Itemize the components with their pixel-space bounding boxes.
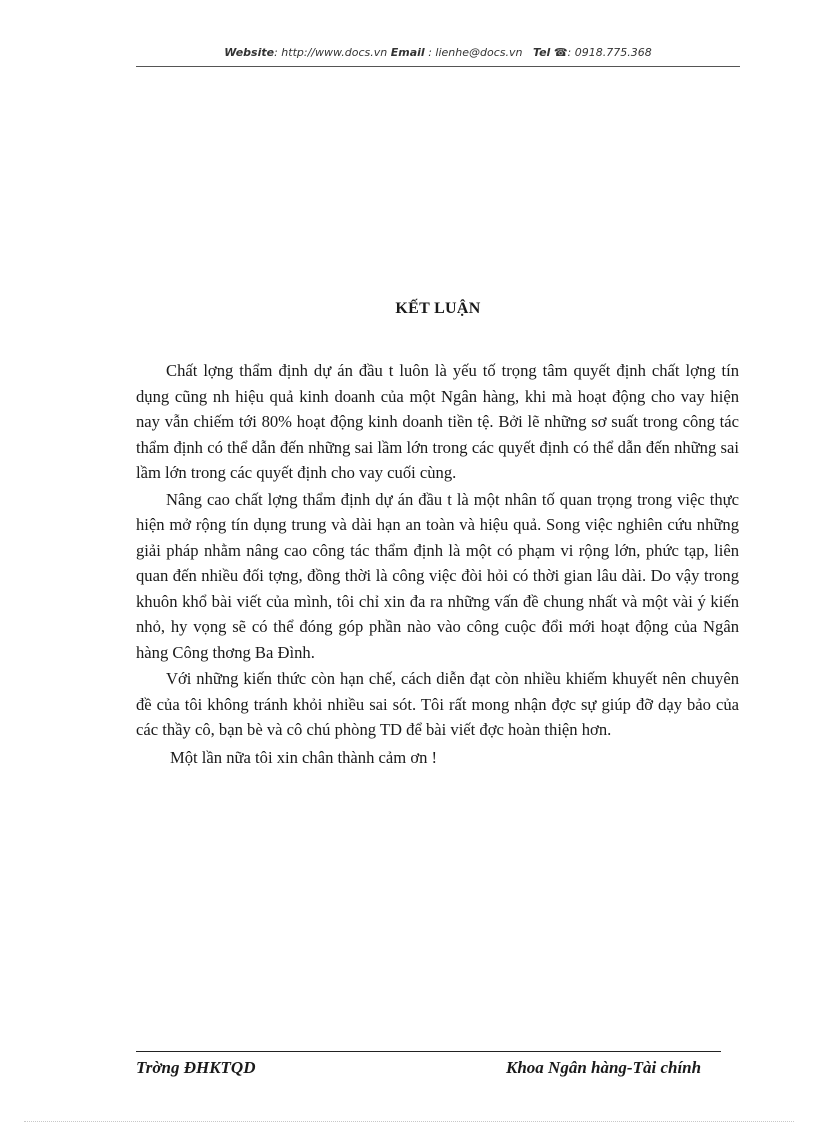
paragraph-2: Nâng cao chất lợng thẩm định dự án đầu t là một nhân tố quan trọng trong việc thực hiện mở rộng tín dụng trung và dài hạn an toàn và hiệu quả. Song việc nghiên cứu những giải pháp nhằm nâng cao công tác thẩm định là một có phạm vi rộng lớn, phức tạp, liên quan đến nhiều đối tợng, đồng thời là công việc đòi hỏi có thời gian lâu dài. Do vậy trong khuôn khổ bài viết của mình, tôi chỉ xin đa ra những vấn đề chung nhất và một vài ý kiến nhỏ, hy vọng sẽ có thể đóng góp phần nào vào công cuộc đổi mới hoạt động của Ngân hàng Công thơng Ba Đình. [136,489,739,662]
tel-label: Tel [532,46,551,59]
page-header [136,46,740,67]
email-value: : lienhe@docs.vn [424,46,523,59]
footer-divider [136,1051,721,1052]
document-body [136,358,739,771]
paragraph-closing: Một lần nữa tôi xin chân thành cảm ơn ! [170,747,438,767]
paragraph-3: Với những kiến thức còn hạn chế, cách diễn đạt còn nhiều khiếm khuyết nên chuyên đề của tôi không tránh khỏi nhiều sai sót. Tôi rất mong nhận đợc sự giúp đỡ dạy bảo của các thầy cô, bạn bè và cô chú phòng TD để bài viết đợc hoàn thiện hơn. [136,669,739,739]
website-value: : http://www.docs.vn [274,46,388,59]
footer-university: Trờng ĐHKTQD [136,1058,256,1077]
document-title: KẾT LUẬN [395,300,481,317]
website-label: Website [224,46,275,59]
phone-icon: ☎ [553,46,568,59]
tel-value: : 0918.775.368 [567,46,652,59]
page-bottom-border [24,1121,794,1122]
email-label: Email [390,46,425,59]
footer-faculty: Khoa Ngân hàng-Tài chính [506,1058,702,1077]
paragraph-1: Chất lợng thẩm định dự án đầu t luôn là yếu tố trọng tâm quyết định chất lợng tín dụng cũng nh hiệu quả kinh doanh của một Ngân hàng, khi mà hoạt động cho vay hiện nay vẫn chiếm tới 80% hoạt động kinh doanh tiền tệ. Bởi lẽ những sơ suất trong công tác thẩm định có thể dẫn đến những sai lầm lớn trong các quyết định có thể dẫn đến những sai lầm lớn trong các quyết định cho vay cuối cùng. [136,361,739,482]
